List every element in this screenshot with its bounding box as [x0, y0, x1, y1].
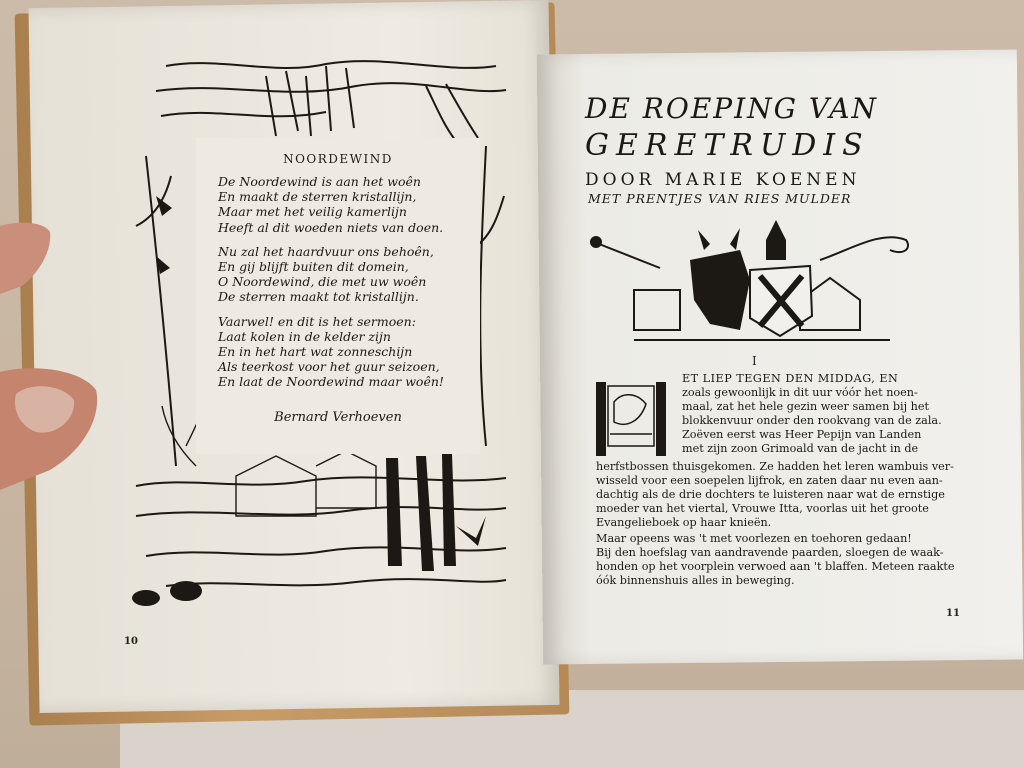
poem-line: Heeft al dit woeden niets van doen. — [218, 219, 444, 235]
story-title-line-1: DE ROEPING VAN — [585, 92, 878, 125]
thumb — [0, 360, 100, 500]
poem-stanza — [218, 244, 478, 305]
right-page-number: 11 — [946, 608, 960, 619]
story-title-line-2: GERETRUDIS — [585, 128, 870, 163]
heraldic-emblem — [590, 220, 912, 350]
paragraph-line: Zoëven eerst was Heer Pepijn van Landen — [682, 428, 922, 441]
poem-panel — [196, 138, 480, 454]
left-page-number: 10 — [124, 636, 138, 647]
paragraph-line: dachtig als de drie dochters te luisteren naar wat de ernstige — [596, 488, 945, 501]
paragraph-line: Bij den hoefslag van aandravende paarden, sloegen de waak- — [596, 546, 944, 559]
poem-line: En laat de Noordewind maar woên! — [218, 374, 444, 390]
poem-line: O Noordewind, die met uw woên — [218, 274, 427, 290]
poem-line: Nu zal het haardvuur ons behoên, — [218, 243, 434, 259]
drop-cap-h — [596, 382, 674, 456]
paragraph-line: ET LIEP TEGEN DEN MIDDAG, EN — [682, 372, 899, 385]
poem-line: Als teerkost voor het guur seizoen, — [218, 359, 440, 375]
poem-line: De Noordewind is aan het woên — [218, 174, 421, 189]
chapter-number: I — [752, 354, 757, 368]
paragraph-line: óók binnenshuis alles in beweging. — [596, 574, 795, 587]
poem-line: En gij blijft buiten dit domein, — [218, 259, 409, 275]
poem-line: De sterren maakt tot kristallijn. — [218, 289, 419, 305]
poem-line: En in het hart wat zonneschijn — [218, 344, 413, 360]
paragraph-line: moeder van het viertal, Vrouwe Itta, voorlas uit het groote — [596, 502, 929, 515]
paragraph-line: herfstbossen thuisgekomen. Ze hadden het leren wambuis ver- — [596, 460, 954, 473]
finger — [0, 220, 52, 300]
author-line: DOOR MARIE KOENEN — [585, 170, 861, 190]
paragraph-line: blokkenvuur onder den rookvang van de zala. — [682, 414, 942, 427]
illustrator-line: MET PRENTJES VAN RIES MULDER — [588, 191, 852, 206]
paragraph-line: wisseld voor een soepelen lijfrok, en zaten daar nu even aan- — [596, 474, 943, 487]
paragraph-line: met zijn zoon Grimoald van de jacht in de — [682, 442, 919, 455]
paragraph-line: Maar opeens was 't met voorlezen en toehoren gedaan! — [596, 532, 912, 545]
poem-line: Maar met het veilig kamerlijn — [218, 204, 407, 220]
poem-text — [218, 174, 478, 399]
poem-stanza — [218, 174, 478, 235]
paragraph-line: maal, zat het hele gezin weer samen bij het — [682, 400, 929, 413]
paragraph-line: zoals gewoonlijk in dit uur vóór het noen- — [682, 386, 918, 399]
paragraph-line: Evangelieboek op haar knieën. — [596, 516, 772, 529]
poem-line: En maakt de sterren kristallijn, — [218, 189, 417, 205]
poem-line: Laat kolen in de kelder zijn — [218, 328, 391, 344]
poem-line: Vaarwel! en dit is het sermoen: — [218, 313, 416, 329]
poem-author: Bernard Verhoeven — [274, 410, 402, 425]
poem-stanza — [218, 314, 478, 390]
poem-title: NOORDEWIND — [283, 152, 393, 166]
paragraph-line: honden op het voorplein verwoed aan 't blaffen. Meteen raakte — [596, 560, 955, 573]
